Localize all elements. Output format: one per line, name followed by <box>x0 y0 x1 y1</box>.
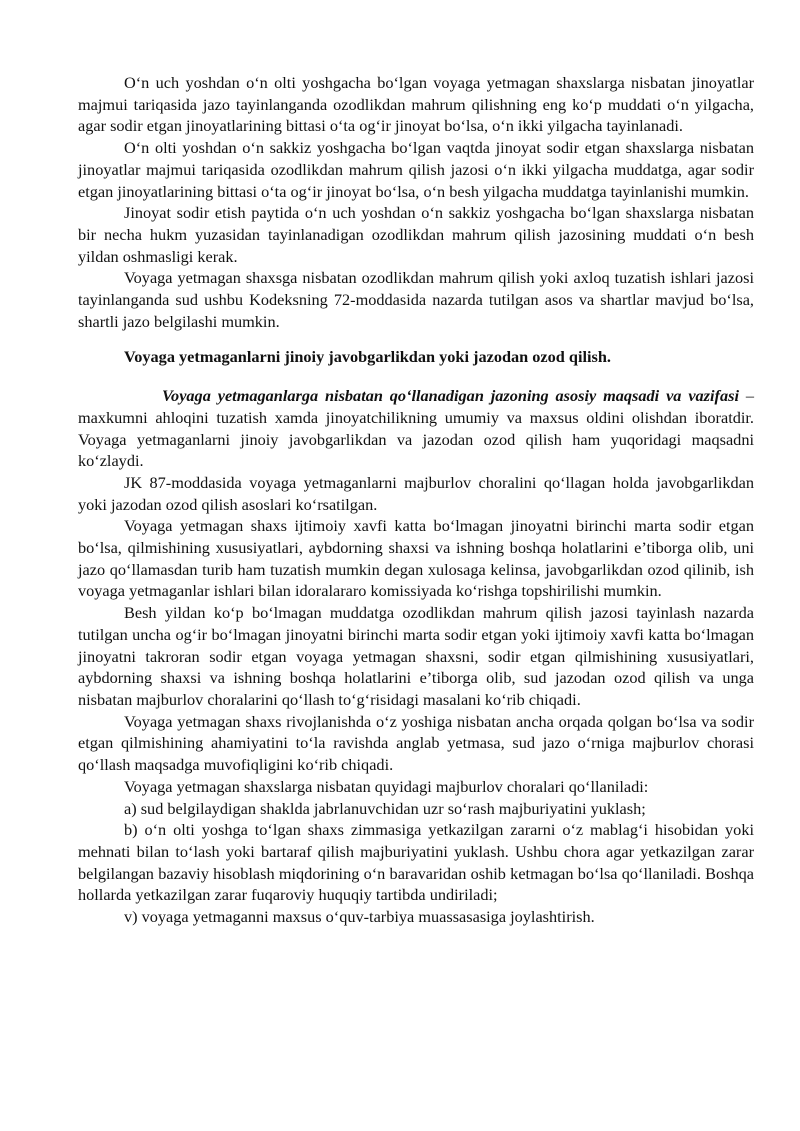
paragraph: JK 87-moddasida voyaga yetmaganlarni majburlov choralini qo‘llagan holda javobgarlikdan yoki jazodan ozod qilish asoslari ko‘rsatilgan. <box>78 472 754 514</box>
list-item: b) o‘n olti yoshga to‘lgan shaxs zimmasiga yetkazilgan zararni o‘z mablag‘i hisobidan yoki mehnati bilan to‘lash yoki bartaraf qilish majburiyatini yuklash. Ushbu chora agar yetkazilgan zarar belgilangan bazaviy hisoblash miqdorining o‘n baravaridan oshib ketmagan bo‘lsa qo‘llaniladi. Boshqa hollarda yetkazilgan zarar fuqaroviy huquqiy tartibda undiriladi; <box>78 820 754 905</box>
paragraph: Voyaga yetmagan shaxsga nisbatan ozodlikdan mahrum qilish yoki axloq tuzatish ishlari jazosi tayinlanganda sud ushbu Kodeksning 72-moddasida nazarda tutilgan asos va shartlar mavjud bo‘lsa, shartli jazo belgilashi mumkin. <box>78 268 754 331</box>
paragraph: Besh yildan ko‘p bo‘lmagan muddatga ozodlikdan mahrum qilish jazosi tayinlash nazarda tutilgan uncha og‘ir bo‘lmagan jinoyatni birinchi marta sodir etgan yoki ijtimoiy xavfi katta bo‘lmagan jinoyatni takroran sodir etgan voyaga yetmagan shaxsni, sodir etgan qilmishining xususiyatlari, aybdorning shaxsi va ishning boshqa holatlarini e’tiborga olib, sud jazodan ozod qilish va unga nisbatan majburlov choralarini qo‘llash to‘g‘risidagi masalani ko‘rib chiqadi. <box>78 603 754 709</box>
list-item: v) voyaga yetmaganni maxsus o‘quv-tarbiya muassasasiga joylashtirish. <box>124 907 595 927</box>
document-page <box>78 72 754 928</box>
section-heading: Voyaga yetmaganlarni jinoiy javobgarlikdan yoki jazodan ozod qilish. <box>124 347 612 367</box>
paragraph: O‘n olti yoshdan o‘n sakkiz yoshgacha bo‘lgan vaqtda jinoyat sodir etgan shaxslarga nisbatan jinoyatlar majmui tariqasida ozodlikdan mahrum qilish jazosi o‘n ikki yilgacha muddatga, agar sodir etgan jinoyatlarining bittasi o‘ta og‘ir jinoyat bo‘lsa, o‘n besh yilgacha muddatga tayinlanishi mumkin. <box>78 138 754 201</box>
paragraph: Voyaga yetmagan shaxslarga nisbatan quyidagi majburlov choralari qo‘llaniladi: <box>124 776 649 796</box>
list-item: a) sud belgilaydigan shaklda jabrlanuvchidan uzr so‘rash majburiyatini yuklash; <box>124 798 646 818</box>
paragraph: Voyaga yetmagan shaxs ijtimoiy xavfi katta bo‘lmagan jinoyatni birinchi marta sodir etgan bo‘lsa, qilmishining xususiyatlari, aybdorning shaxsi va ishning boshqa holatlarini e’tiborga olib, uni jazo qo‘llamasdan turib ham tuzatish mumkin degan xulosaga kelinsa, javobgarlikdan ozod qilinib, ish voyaga yetmaganlar ishlari bilan idoralararo komissiyada ko‘rishga topshirilishi mumkin. <box>78 516 754 601</box>
lead-term: Voyaga yetmaganlarga nisbatan qo‘llanadigan jazoning asosiy maqsadi va vazifasi <box>162 386 739 406</box>
paragraph: O‘n uch yoshdan o‘n olti yoshgacha bo‘lgan voyaga yetmagan shaxslarga nisbatan jinoyatlar majmui tariqasida jazo tayinlanganda ozodlikdan mahrum qilishning eng ko‘p muddati o‘n yilgacha, agar sodir etgan jinoyatlarining bittasi o‘ta og‘ir jinoyat bo‘lsa, o‘n ikki yilgacha tayinlanadi. <box>78 73 754 136</box>
paragraph: Voyaga yetmagan shaxs rivojlanishda o‘z yoshiga nisbatan ancha orqada qolgan bo‘lsa va sodir etgan qilmishining ahamiyatini to‘la ravishda anglab yetmasa, sud jazo o‘rniga majburlov chorasi qo‘llash maqsadga muvofiqligini ko‘rib chiqadi. <box>78 711 754 775</box>
paragraph: Jinoyat sodir etish paytida o‘n uch yoshdan o‘n sakkiz yoshgacha bo‘lgan shaxslarga nisbatan bir necha hukm yuzasidan tayinlanadigan ozodlikdan mahrum qilish jazosining muddati o‘n besh yildan oshmasligi kerak. <box>78 203 754 266</box>
lead-rest: – maxkumni ahloqini tuzatish xamda jinoyatchilikning umumiy va maxsus oldini olishdan iboratdir. Voyaga yetmaganlarni jinoiy javobgarlikdan va jazodan ozod qilish ham yuqoridagi maqsadni ko‘zlaydi. <box>78 386 754 471</box>
lead-paragraph <box>78 385 754 472</box>
